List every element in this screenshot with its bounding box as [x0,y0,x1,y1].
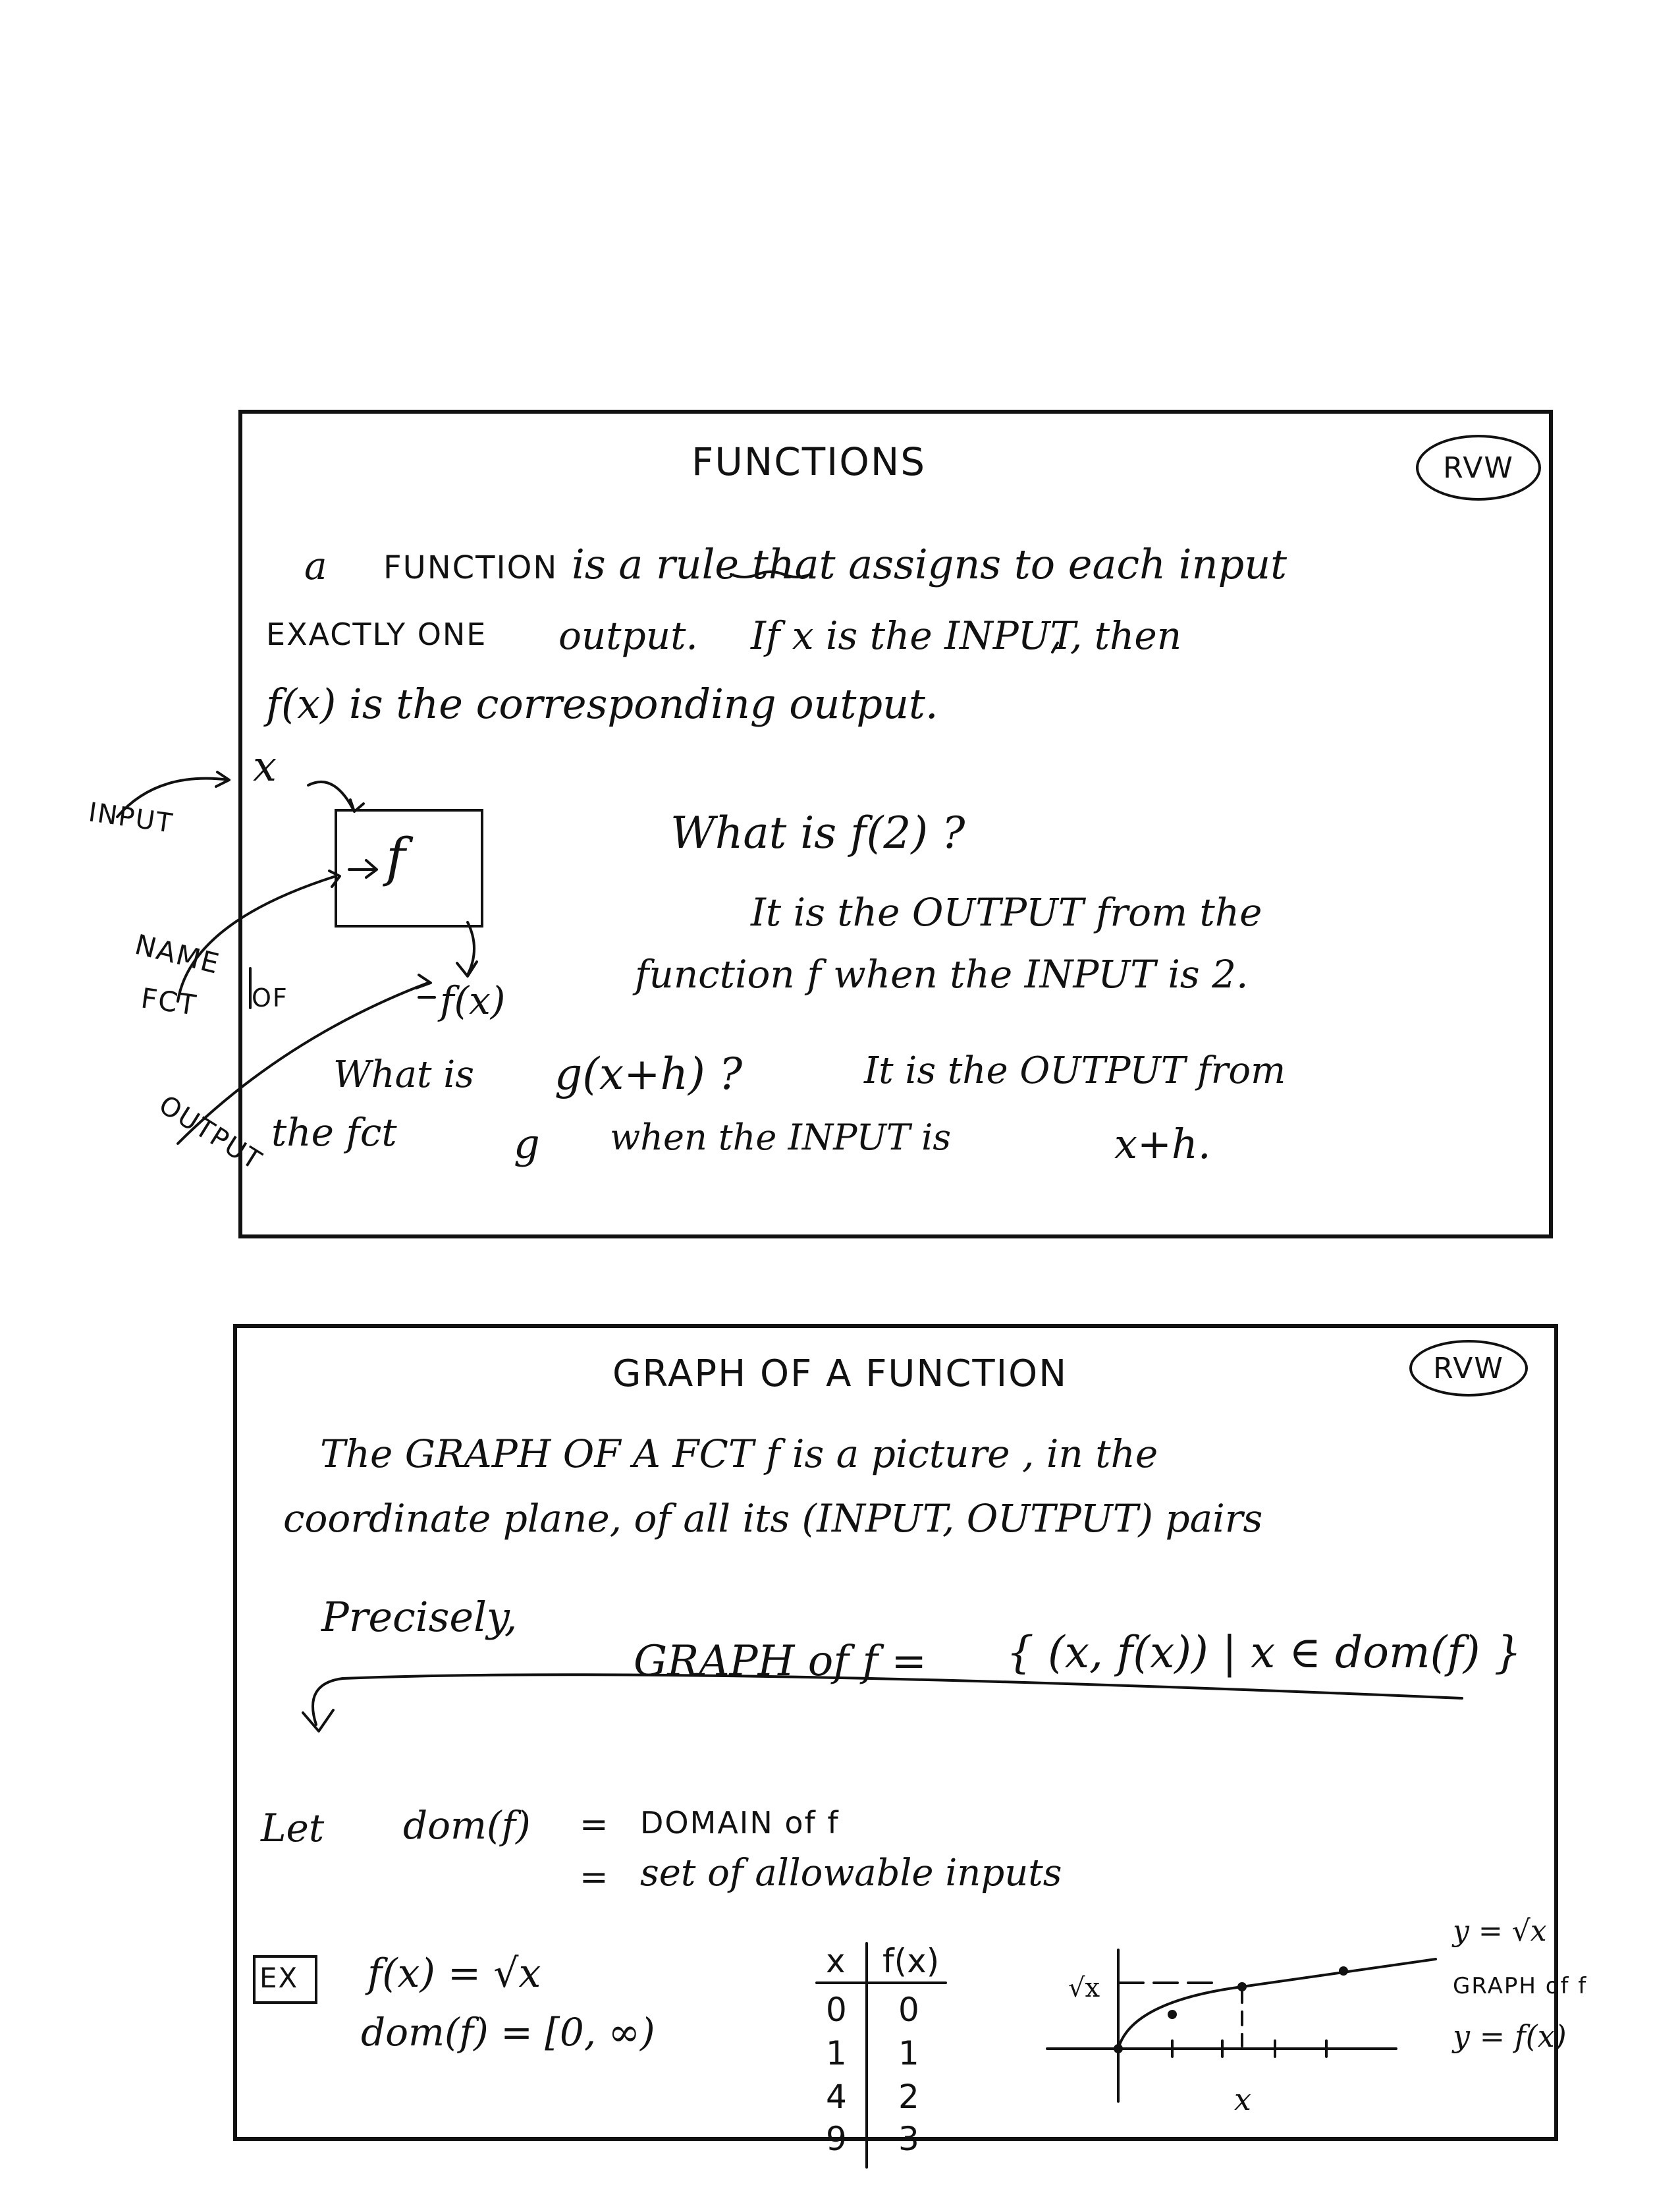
def-line2-exactly-one: EXACTLY ONE [266,617,487,652]
graph-of-f-lhs: GRAPH of f = [634,1637,927,1686]
question-gxh-a: What is [333,1053,474,1096]
side-label-fct: FCT [139,982,200,1022]
table-x-2: 4 [826,2078,847,2116]
diagram-input-x: x [253,742,277,791]
table-fx-1: 1 [898,2034,919,2072]
rvw-badge-2: RVW [1409,1340,1528,1397]
side-label-input: INPUT [86,797,176,839]
def-line3: f(x) is the corresponding output. [266,680,938,728]
name-fct-curve [178,871,340,1001]
dom-f: dom(f) [403,1803,531,1848]
side-label-name: NAME [132,928,224,981]
precisely: Precisely, [321,1593,518,1641]
equals-2: = [580,1858,609,1897]
question-gxh-c: the fct [271,1110,397,1155]
graph-sqrtx-label: √x [1068,1973,1100,2003]
right-note-y-sqrtx: y = √x [1453,1914,1547,1948]
table-x-0: 0 [826,1991,847,2029]
table-x-3: 9 [826,2120,847,2158]
answer-gxh-line1: It is the OUTPUT from [864,1049,1286,1092]
graph-def-curve-arrow [303,1675,1462,1731]
x-to-box-arrow [308,782,364,812]
answer-gxh-line2: when the INPUT is [610,1117,952,1158]
graph-def-line2: coordinate plane, of all its (INPUT, OUTPUT) pairs [283,1496,1263,1541]
table-header-fx: f(x) [882,1942,940,1980]
graph-def-line1: The GRAPH OF A FCT f is a picture , in the [320,1431,1158,1476]
def-line1-function: FUNCTION [383,549,558,586]
right-note-y-fx: y = f(x) [1453,2018,1567,2054]
rule-underline [731,572,810,577]
graph-set-notation: { (x, f(x)) | x ∈ dom(f) } [1006,1627,1522,1678]
question-gxh-b: g(x+h) ? [555,1049,743,1099]
answer-f2-line2: function f when the INPUT is 2. [635,952,1249,997]
table-fx-0: 0 [898,1991,919,2029]
side-label-output: OUTPUT [153,1090,267,1177]
table-header-x: x [826,1942,846,1980]
side-label-of: OF [252,984,288,1012]
def-line1-a: a [304,543,327,588]
table-fx-2: 2 [898,2078,919,2116]
box-to-output-arrow [457,922,477,976]
def-line1-rest: is a rule that assigns to each input [572,540,1287,588]
functions-title: FUNCTIONS [691,439,927,484]
question-f2: What is f(2) ? [670,808,965,858]
set-of-allowable-inputs: set of allowable inputs [640,1852,1062,1895]
diagram-box-f: f [386,827,406,888]
table-x-1: 1 [826,2034,847,2072]
input-side-arrow [117,772,229,817]
diagram-output-fx: f(x) [440,978,506,1023]
let-label: Let [261,1806,325,1850]
question-gxh-d: g [514,1120,540,1168]
graph-sqrt-curve [1118,1959,1436,2049]
right-note-graph-of-f: GRAPH of f [1453,1973,1588,1999]
rvw-badge: RVW [1416,435,1541,501]
output-side-arrow [178,975,431,1144]
def-line2-output: output. [558,613,698,658]
ex-function: f(x) = √x [367,1951,541,1997]
answer-f2-line1: It is the OUTPUT from the [751,890,1262,935]
arrow-to-f [349,860,377,877]
answer-gxh-line3: x+h. [1114,1120,1211,1168]
ex-label: EX [259,1962,299,1994]
def-line2-rest: If x is the INPUT, then [751,613,1182,658]
table-fx-3: 3 [898,2120,919,2158]
domain-of-f: DOMAIN of f [640,1805,840,1841]
graph-card-title: GRAPH OF A FUNCTION [612,1352,1068,1395]
equals-1: = [580,1805,609,1844]
graph-x-label: x [1234,2082,1251,2117]
ex-domain: dom(f) = [0, ∞) [361,2010,655,2055]
